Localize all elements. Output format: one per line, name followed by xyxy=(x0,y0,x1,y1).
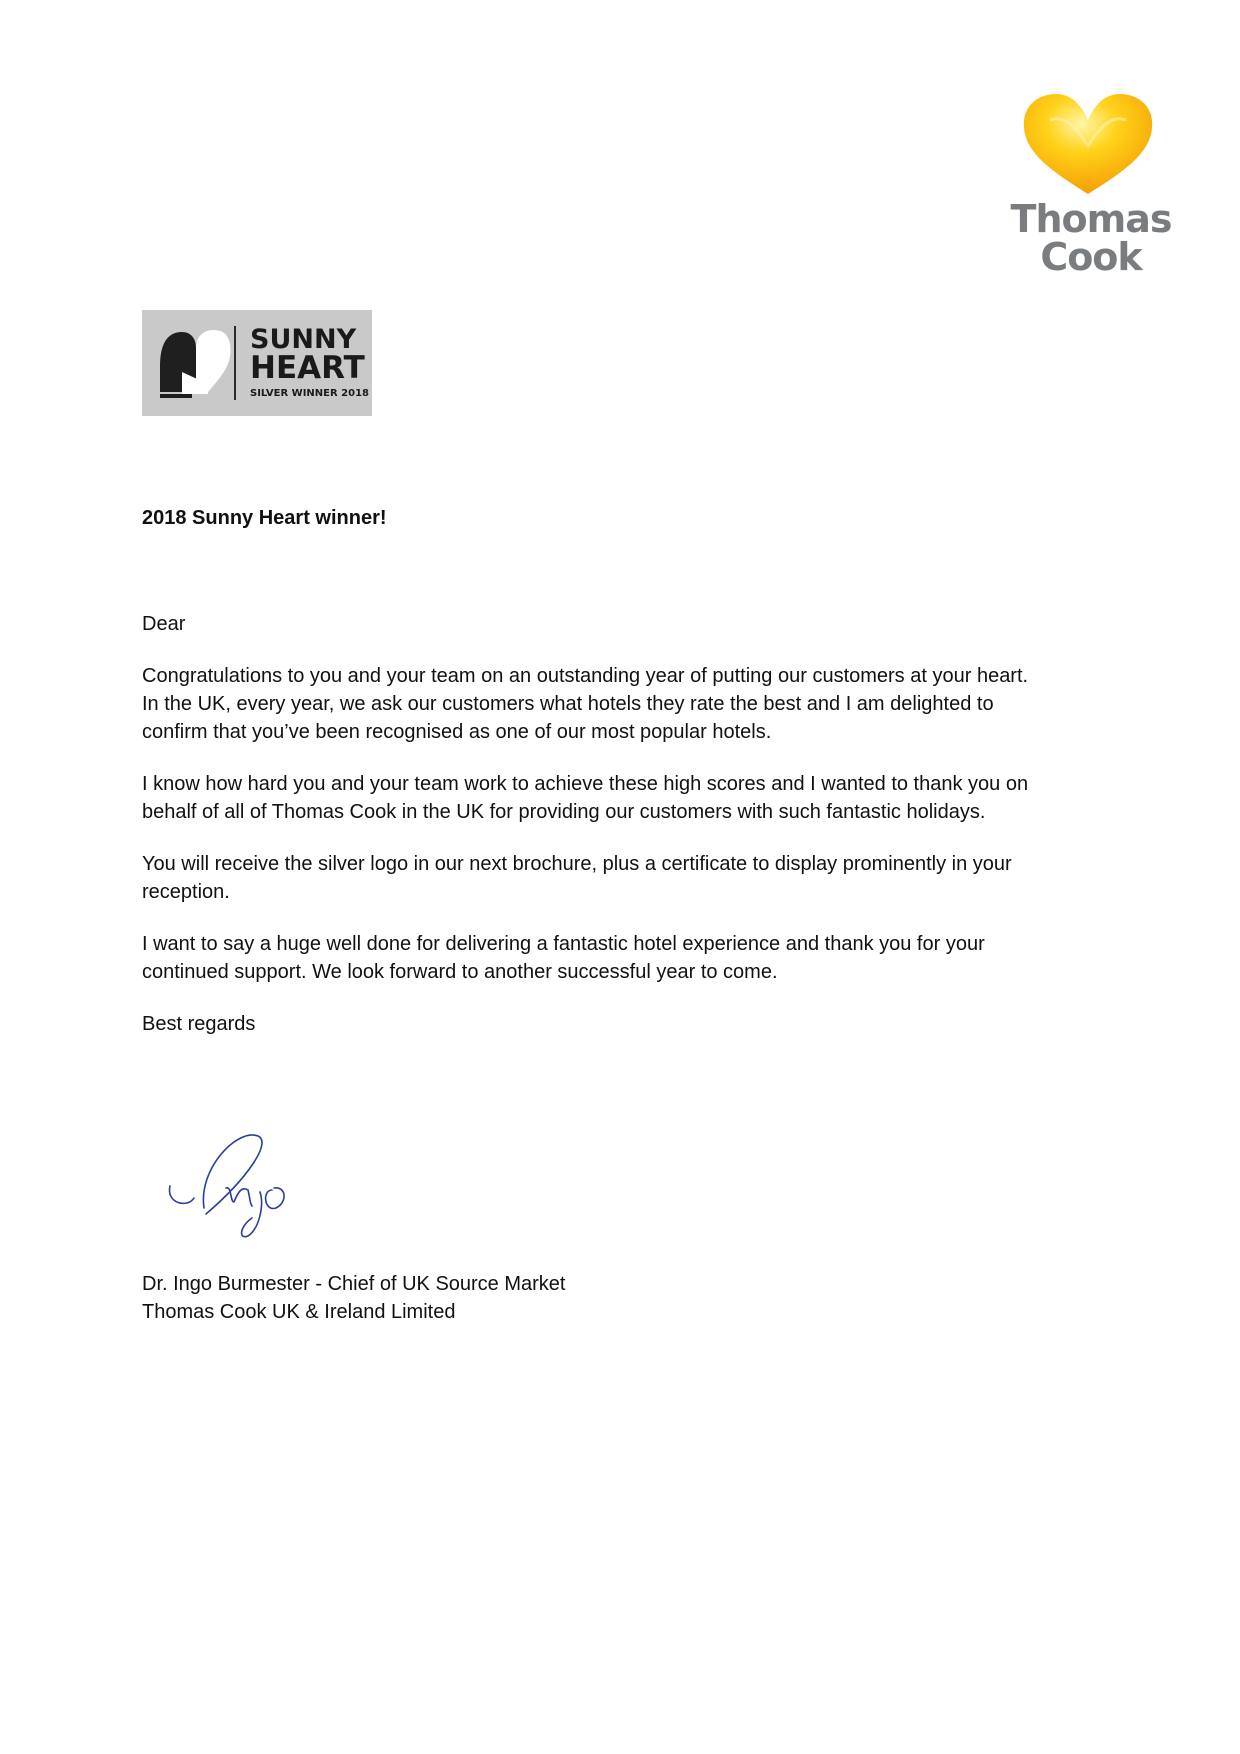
badge-title-heart: HEART xyxy=(250,350,365,386)
logo-word-cook: Cook xyxy=(1040,235,1142,279)
badge-subtitle: SILVER WINNER 2018 xyxy=(250,388,370,399)
sunny-heart-logo-icon xyxy=(1020,90,1156,200)
letter-heading: 2018 Sunny Heart winner! xyxy=(142,507,387,529)
letter-closing: Best regards xyxy=(142,1013,256,1035)
sunny-heart-badge xyxy=(142,310,372,416)
signature-block xyxy=(142,1270,566,1326)
heart-award-icon xyxy=(152,322,238,404)
badge-title-sunny: SUNNY xyxy=(250,324,357,355)
badge-divider xyxy=(234,326,236,400)
logo-word-thomas: Thomas xyxy=(1010,197,1172,241)
letter-body xyxy=(142,504,1042,1038)
signatory-company: Thomas Cook UK & Ireland Limited xyxy=(142,1301,456,1323)
letter-paragraph-4: I want to say a huge well done for delivering a fantastic hotel experience and thank you for your continued support. We look forward to another successful year to come. xyxy=(142,933,985,983)
letter-paragraph-3: You will receive the silver logo in our next brochure, plus a certificate to display prominently in your reception. xyxy=(142,853,1012,903)
letter-salutation: Dear xyxy=(142,613,186,635)
letter-paragraph-2: I know how hard you and your team work to achieve these high scores and I wanted to thank you on behalf of all of Thomas Cook in the UK for providing our customers with such fantastic holidays. xyxy=(142,773,1029,823)
thomas-cook-logo xyxy=(1006,90,1176,280)
handwritten-signature xyxy=(168,1128,328,1258)
signatory-name: Dr. Ingo Burmester - Chief of UK Source Market xyxy=(142,1273,566,1295)
letter-paragraph-1: Congratulations to you and your team on an outstanding year of putting our customers at your heart. In the UK, every year, we ask our customers what hotels they rate the best and I am delighted to confirm that you’ve been recognised as one of our most popular hotels. xyxy=(142,665,1029,743)
